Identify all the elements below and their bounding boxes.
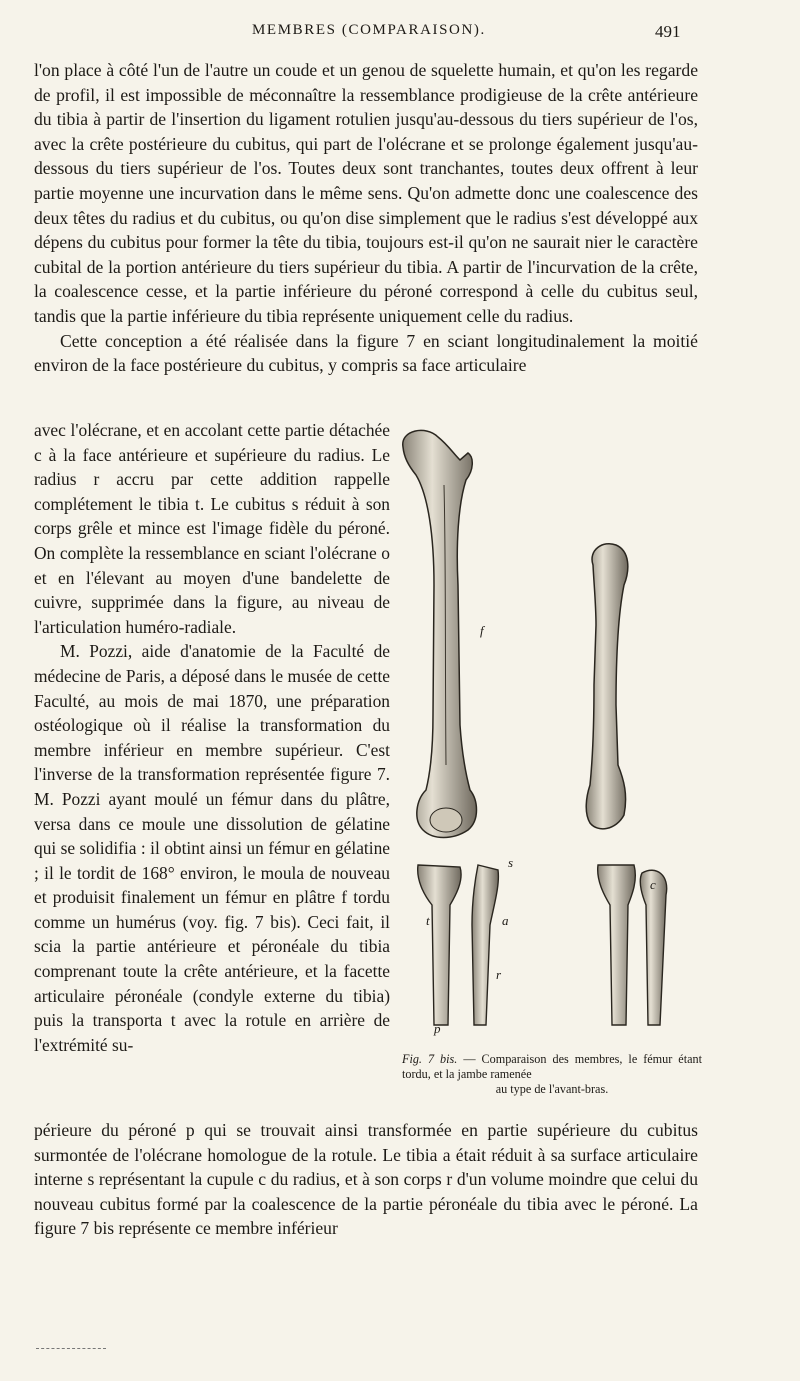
label-p: p (434, 1021, 441, 1036)
label-t: t (426, 913, 430, 928)
label-a: a (502, 913, 509, 928)
running-title: MEMBRES (COMPARAISON). (252, 22, 486, 38)
left-leg-bones (418, 865, 502, 1025)
running-header (0, 22, 800, 46)
paragraph-1: l'on place à côté l'un de l'autre un coude et un genou de squelette humain, et qu'on les regarde de profil, il est impossible de méconnaître la ressemblance prodigieuse de la crête antérieure du tibia à partir de l'insertion du ligament rotulien jusqu'au-dessous du tiers supérieur de l'os, avec la crête postérieure du cubitus, qui part de l'olécrane et se prolonge également jusqu'au-dessous du tiers supérieur de l'os. Toutes deux sont tranchantes, toutes deux offrent à leur partie moyenne une incurvation dans le même sens. Qu'on admette donc une coalescence des deux têtes du radius et du cubitus, ou qu'on dise simplement que le radius s'est développé aux dépens du cubitus pour former la tête du tibia, toujours est-il qu'on ne saurait nier le caractère cubital de la portion antérieure du tiers supérieur du tibia. A partir de l'incurvation de la crête, la coalescence cesse, et la partie inférieure du péroné correspond à celle du cubitus seul, tandis que la partie inférieure du tibia représente uniquement celle du radius. (34, 60, 698, 326)
paragraph-4: M. Pozzi, aide d'anatomie de la Faculté de médecine de Paris, a déposé dans le musée de cette Faculté, au mois de mai 1870, une préparation ostéologique où il réalise la transformation du membre inférieur en membre supérieur. C'est l'inverse de la transformation représentée figure 7. M. Pozzi ayant moulé un fémur dans du plâtre, versa dans ce moule une dissolution de gélatine qui se solidifia : il obtint ainsi un fémur en gélatine ; il le tordit de 168° environ, le moula de nouveau et produisit finalement un fémur en plâtre f tordu comme un humérus (voy. fig. 7 bis). Ceci fait, il scia la partie antérieure et péronéale du tibia comprenant toute la crête antérieure, et la facette articulaire péronéale (condyle externe du tibia) puis la transporta t avec la rotule en arrière de l'extrémité su- (34, 641, 390, 1055)
caption-text: — Comparaison des membres, le fémur étant tordu, et la jambe ramenée (402, 1052, 702, 1081)
figure-7-bis (398, 425, 700, 1115)
caption-line-2: au type de l'avant-bras. (495, 1082, 609, 1096)
label-s: s (508, 855, 514, 870)
top-text-block (34, 58, 698, 378)
right-forearm-bones (598, 865, 667, 1025)
paragraph-2: Cette conception a été réalisée dans la figure 7 en sciant longitudinalement la moitié environ de la face postérieure du cubitus, y compris sa face articulaire (34, 330, 698, 376)
label-f: f (480, 623, 484, 638)
figure-caption (402, 1052, 702, 1097)
page-number: 491 (655, 22, 681, 41)
side-text-block (34, 418, 390, 1057)
right-humerus (586, 544, 628, 829)
paragraph-5: périeure du péroné p qui se trouvait ainsi transformée en partie supérieure du cubitus surmontée de l'olécrane homologue de la rotule. Le tibia a était réduit à sa surface articulaire interne s représentant la cupule c du radius, et à son corps r d'un volume moindre que celui du nouveau cubitus formé par la coalescence de la partie péronéale du tibia avec le péroné. La figure 7 bis représente ce membre inférieur (34, 1120, 698, 1239)
footer-rule (36, 1348, 106, 1349)
left-femur (403, 430, 477, 837)
label-r: r (496, 967, 502, 982)
bone-illustration (398, 425, 700, 1045)
paragraph-3: avec l'olécrane, et en accolant cette partie détachée c à la face antérieure et supérieure du radius. Le radius r accru par cette addition rappelle complétement le tibia t. Le cubitus s réduit à son corps grêle et mince est l'image fidèle du péroné. On complète la ressemblance en sciant l'olécrane o et en l'élevant au moyen d'une bandelette de cuivre, supprimée dans la figure, au niveau de l'articulation huméro-radiale. (34, 420, 390, 637)
label-c: c (650, 877, 656, 892)
bottom-text-block (34, 1118, 698, 1241)
caption-lead: Fig. 7 bis. (402, 1052, 458, 1066)
